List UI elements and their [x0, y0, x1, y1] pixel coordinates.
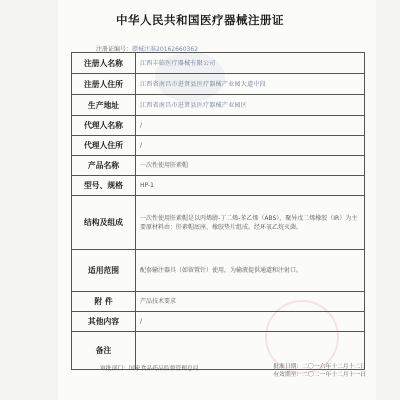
agent-address-value: /: [136, 136, 365, 156]
registrant-address-value: 江西省南昌市进贤县医疗器械产业园大道中段: [136, 74, 365, 95]
agent-value: /: [136, 116, 365, 136]
other-label: 其他内容: [72, 312, 136, 332]
agent-label: 代理人名称: [72, 116, 136, 136]
registrant-label: 注册人名称: [72, 53, 136, 74]
registrant-value: 江西丰临医疗器械有限公司: [136, 53, 365, 74]
product-name-value: 一次性使用肝素帽: [136, 156, 365, 176]
registrant-address-label: 注册人住所: [72, 74, 136, 95]
certificate-title: 中华人民共和国医疗器械注册证: [116, 13, 284, 27]
row-registrant-address: [72, 74, 365, 95]
row-registrant: [72, 53, 365, 74]
product-name-label: 产品名称: [72, 156, 136, 176]
row-production-address: [72, 95, 365, 116]
attachment-value: 产品技术要求: [136, 292, 365, 312]
model-label: 型号、规格: [72, 176, 136, 196]
row-agent: [72, 116, 365, 136]
attachment-label: 附 件: [72, 292, 136, 312]
agent-address-label: 代理人住所: [72, 136, 136, 156]
approval-date: 批准日期：二〇一六年十二月十二日: [273, 364, 366, 370]
composition-value: 一次性使用肝素帽是以丙烯腈-丁二烯-苯乙烯（ABS）、聚异戊二烯橡胶（IR）为主要原材料由：肝素帽底座、橡胶垫片组成。经环氧乙烷灭菌。: [136, 196, 365, 250]
issuing-authority: 审批部门：国家食品药品监督管理总局: [100, 366, 199, 372]
production-address-value: 江西省南昌市进贤县医疗器械产业园区: [136, 95, 365, 116]
row-attachment: [72, 292, 365, 312]
scope-value: 配套输注器具（如留置针）使用，为输液提供通道和注射口。: [136, 250, 365, 292]
row-scope: [72, 250, 365, 292]
model-value: HP-1: [136, 176, 365, 196]
other-value: /: [136, 312, 365, 332]
certificate-table: [71, 52, 365, 370]
production-address-label: 生产地址: [72, 95, 136, 116]
valid-until-date: 有效期至：二〇二一年十二月十一日: [273, 372, 366, 378]
row-composition: [72, 196, 365, 250]
registration-number-label: 注册证编号：: [96, 46, 133, 53]
remarks-label: 备注: [72, 332, 136, 370]
row-agent-address: [72, 136, 365, 156]
row-product-name: [72, 156, 365, 176]
row-model: [72, 176, 365, 196]
certificate-dates: [273, 363, 366, 379]
scope-label: 适用范围: [72, 250, 136, 292]
row-other: [72, 312, 365, 332]
registration-number-value: 赣械注准20162660362: [132, 46, 199, 53]
composition-label: 结构及组成: [72, 196, 136, 250]
